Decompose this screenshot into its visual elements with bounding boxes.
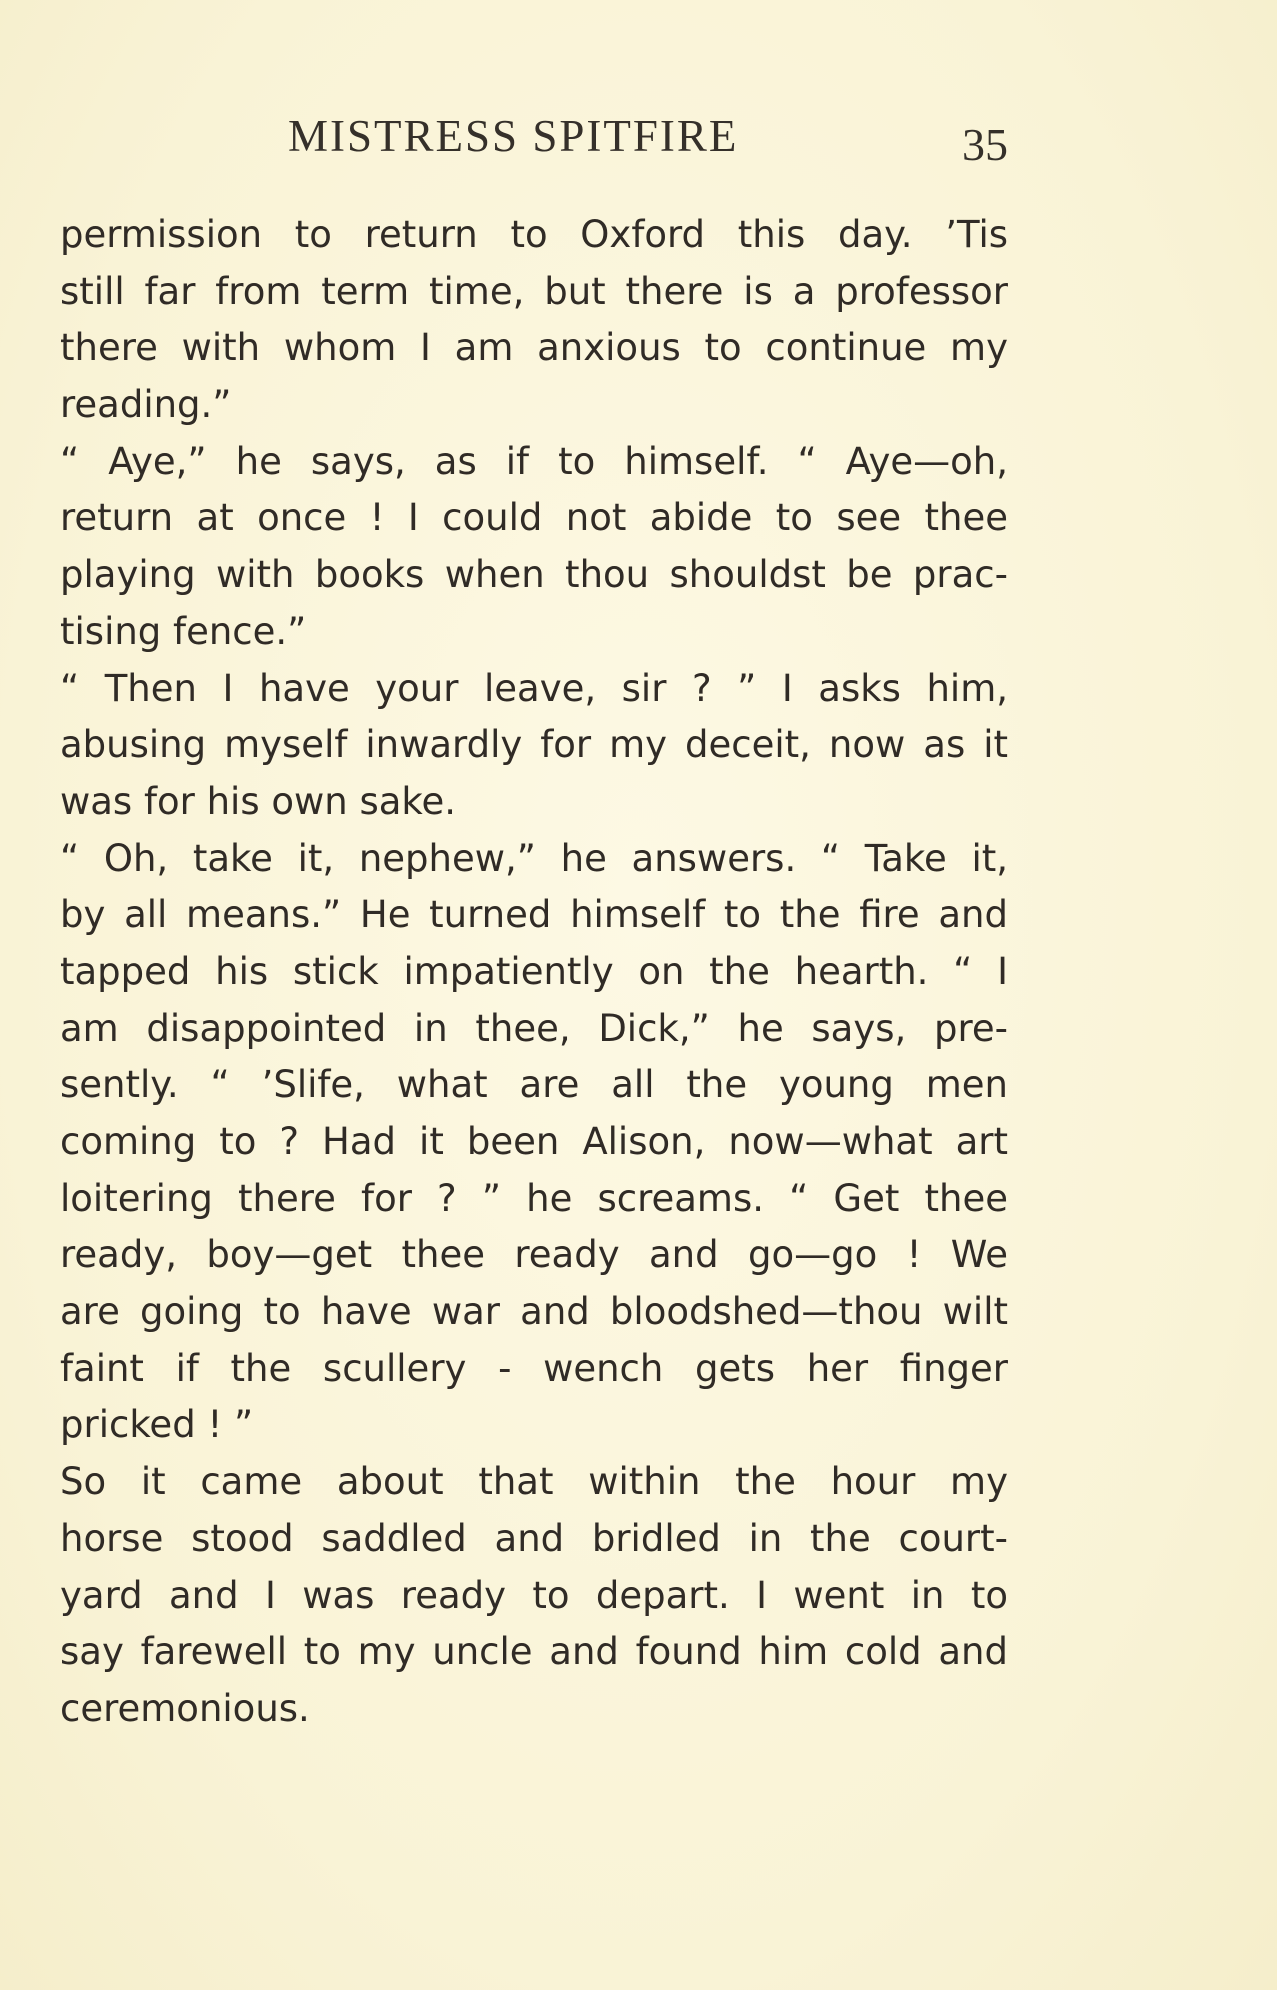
running-head-title: MISTRESS SPITFIRE — [288, 111, 739, 161]
text-line: tising fence.” — [60, 609, 307, 653]
text-line: tapped his stick impatiently on the hearth. “ I — [60, 949, 1008, 993]
text-line: ceremonious. — [60, 1686, 310, 1730]
text-line: coming to ? Had it been Alison, now—what art — [60, 1120, 1008, 1163]
text-line: are going to have war and bloodshed—thou wilt — [60, 1290, 1008, 1334]
text-line: faint if the scullery - wench gets her finger — [60, 1346, 1008, 1390]
text-line: horse stood saddled and bridled in the court- — [60, 1516, 1008, 1560]
text-line: was for his own sake. — [60, 779, 457, 823]
body-text — [60, 207, 1008, 1738]
text-line: “ Oh, take it, nephew,” he answers. “ Take it, — [60, 836, 1008, 880]
text-line: sently. “ ’Slife, what are all the young men — [60, 1063, 1008, 1107]
text-line: loitering there for ? ” he screams. “ Get thee — [60, 1176, 1008, 1220]
text-line: reading.” — [60, 383, 232, 427]
text-line: “ Then I have your leave, sir ? ” I asks him, — [60, 666, 1008, 710]
text-line: yard and I was ready to depart. I went in to — [60, 1573, 1008, 1617]
text-line: ready, boy—get thee ready and go—go ! We — [60, 1233, 1008, 1277]
text-line: there with whom I am anxious to continue my — [60, 326, 1008, 370]
text-line: “ Aye,” he says, as if to himself. “ Aye—oh, — [60, 439, 1008, 483]
text-line: permission to return to Oxford this day. ’Tis — [60, 213, 1008, 256]
text-line: playing with books when thou shouldst be prac- — [60, 553, 1008, 597]
text-line: return at once ! I could not abide to see thee — [60, 496, 1008, 540]
page-number: 35 — [962, 119, 1008, 170]
text-line: say farewell to my uncle and found him cold and — [60, 1630, 1008, 1674]
text-line: still far from term time, but there is a professor — [60, 269, 1008, 313]
text-line: by all means.” He turned himself to the fire and — [60, 893, 1008, 937]
text-line: am disappointed in thee, Dick,” he says, pre- — [60, 1006, 1008, 1050]
text-line: pricked ! ” — [60, 1403, 254, 1447]
text-line: abusing myself inwardly for my deceit, now as it — [60, 723, 1008, 767]
text-line: So it came about that within the hour my — [60, 1460, 1008, 1504]
